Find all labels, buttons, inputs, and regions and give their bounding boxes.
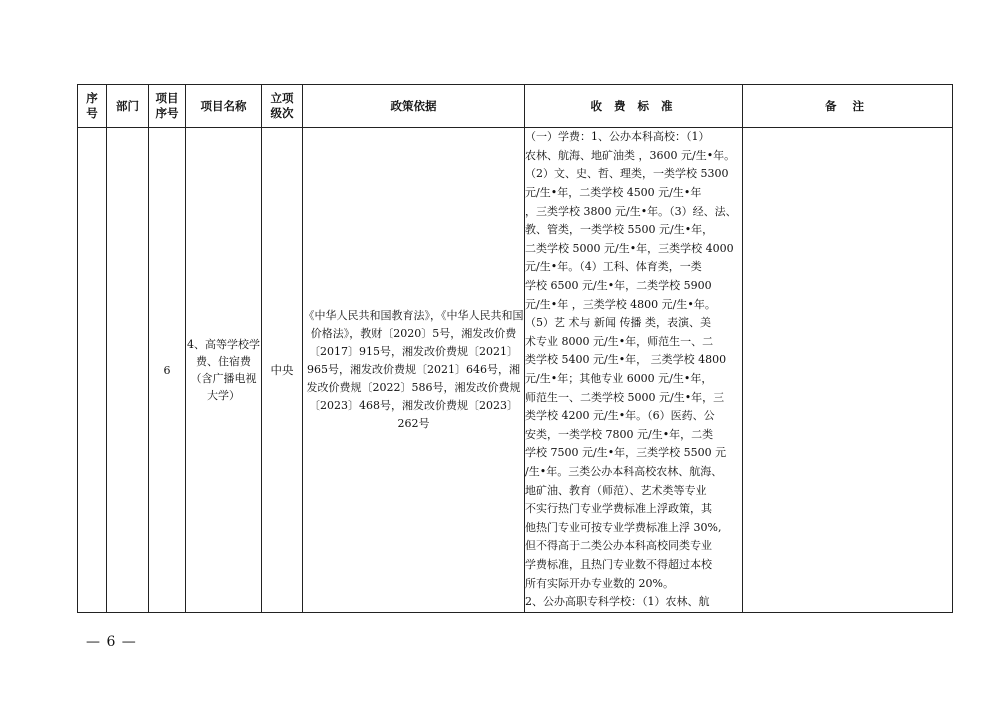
header-policy: 政策依据: [303, 85, 525, 128]
fee-line: 所有实际开办专业数的 20%。: [525, 576, 674, 590]
fee-line: 2、公办高职专科学校：（1）农林、航: [525, 595, 710, 609]
cell-policy: 《中华人民共和国教育法》，《中华人民共和国价格法》，教财〔2020〕5号，湘发改价费〔2017〕915号，湘发改价费规〔2021〕965号，湘发改价费规〔2021〕646号，湘发改价费规〔2022〕586号，湘发改价费规〔2023〕468号，湘发改价费规〔2023〕262号: [303, 128, 525, 613]
fee-standard-table: [77, 84, 953, 613]
header-row: [78, 85, 953, 128]
fee-line: 学费标准，且热门专业数不得超过本校: [525, 557, 712, 571]
fee-line: /生•年。三类公办本科高校农林、航海、: [525, 464, 723, 478]
header-fee-standard: 收 费 标 准: [525, 85, 743, 128]
cell-level: 中央: [262, 128, 303, 613]
cell-fee-standard: [525, 128, 743, 613]
fee-line: 类学校 4200 元/生•年。（6）医药、公: [525, 409, 715, 423]
fee-line: 术专业 8000 元/生•年，师范生一、二: [525, 334, 714, 348]
fee-line: 类学校 5400 元/生•年， 三类学校 4800: [525, 353, 727, 367]
header-item-name: 项目名称: [186, 85, 262, 128]
fee-line: 但不得高于二类公办本科高校同类专业: [525, 539, 712, 553]
cell-seq: [78, 128, 107, 613]
fee-line: 安类，一类学校 7800 元/生•年，二类: [525, 427, 714, 441]
fee-line: 二类学校 5000 元/生•年，三类学校 4000: [525, 241, 734, 255]
page-number: — 6 —: [86, 634, 137, 650]
fee-line: 元/生•年，二类学校 4500 元/生•年: [525, 186, 702, 200]
fee-line: 元/生•年；其他专业 6000 元/生•年，: [525, 372, 713, 385]
header-item-seq: 项目 序号: [149, 85, 186, 128]
fee-line: 学校 7500 元/生•年，三类学校 5500 元: [525, 446, 727, 460]
fee-line: 元/生•年 ，三类学校 4800 元/生•年。: [525, 297, 716, 311]
fee-line: 师范生一、二类学校 5000 元/生•年，三: [525, 390, 725, 404]
fee-line: 他热门专业可按专业学费标准上浮 30%,: [525, 520, 722, 534]
fee-line: （5）艺 术与 新闻 传播 类，表演、美: [525, 316, 711, 330]
fee-line: （一）学费：1、公办本科高校：（1）: [525, 130, 710, 144]
header-seq: 序 号: [78, 85, 107, 128]
fee-line: 地矿油、教育（师范）、艺术类等专业: [525, 483, 707, 497]
fee-line: ，三类学校 3800 元/生•年。（3）经、法、: [525, 204, 737, 218]
header-remarks: 备 注: [743, 85, 953, 128]
fee-line: 学校 6500 元/生•年，二类学校 5900: [525, 279, 712, 293]
cell-item-name: 4、高等学校学费、住宿费（含广播电视大学）: [186, 128, 262, 613]
cell-item-seq: 6: [149, 128, 186, 613]
cell-remarks: [743, 128, 953, 613]
header-level: 立项 级次: [262, 85, 303, 128]
cell-dept: [107, 128, 149, 613]
header-dept: 部门: [107, 85, 149, 128]
fee-line: （2）文、史、哲、理类，一类学校 5300: [525, 167, 729, 181]
fee-line: 教、管类，一类学校 5500 元/生•年，: [525, 223, 714, 237]
table-row: [78, 128, 953, 613]
fee-line: 农林、航海、地矿油类 ，3600 元/生•年。: [525, 148, 736, 162]
fee-line: 不实行热门专业学费标准上浮政策，其: [525, 502, 712, 516]
fee-line: 元/生•年。（4）工科、体育类，一类: [525, 260, 702, 274]
